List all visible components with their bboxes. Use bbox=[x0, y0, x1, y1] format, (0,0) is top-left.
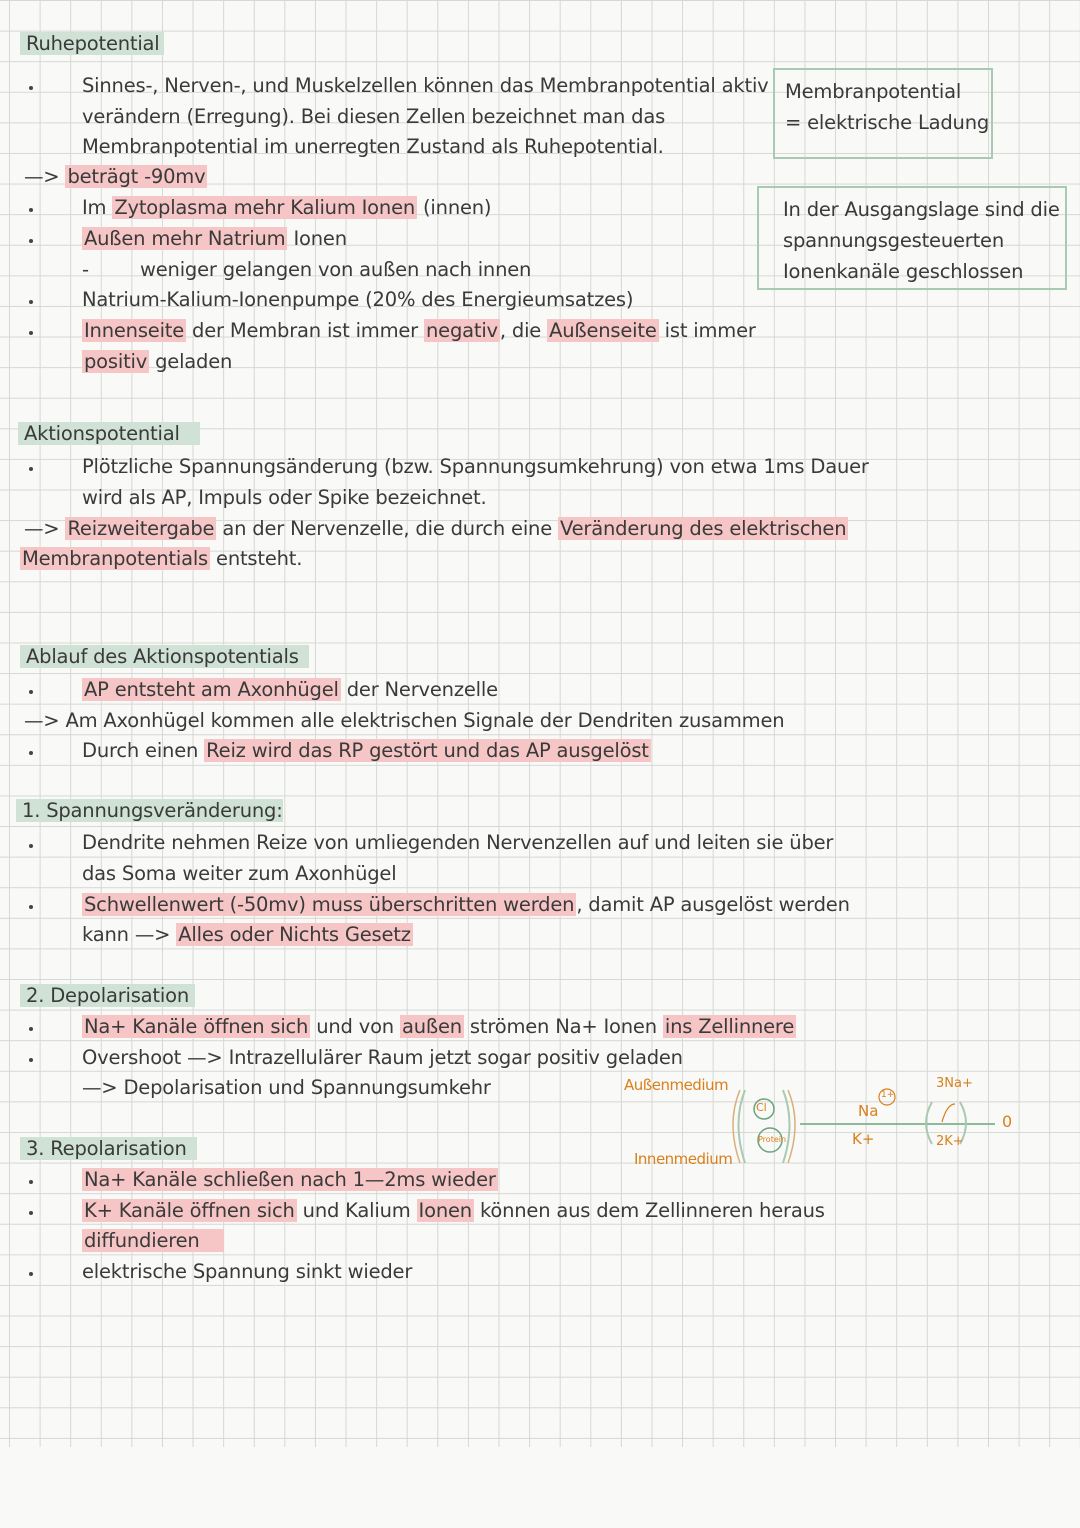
bullet bbox=[29, 905, 33, 909]
depol-bullet2: Overshoot —> Intrazellulärer Raum jetzt sogar positiv geladen bbox=[82, 1046, 683, 1069]
repol-bullet3: elektrische Spannung sinkt wieder bbox=[82, 1260, 413, 1283]
bullet bbox=[29, 1058, 33, 1062]
heading-depolarisation: 2. Depolarisation bbox=[20, 983, 195, 1009]
spannung-bullet1-line1: Dendrite nehmen Reize von umliegenden Nervenzellen auf und leiten sie über bbox=[82, 831, 834, 854]
label-charge: 1+ bbox=[881, 1090, 895, 1100]
heading-ruhepotential: Ruhepotential bbox=[20, 31, 164, 57]
depol-bullet1: Na+ Kanäle öffnen sich und von außen strömen Na+ Ionen ins Zellinnere bbox=[84, 1015, 795, 1038]
heading-spannungsveraenderung: 1. Spannungsveränderung: bbox=[16, 798, 283, 824]
ruhe-bullet5-line1: Innenseite der Membran ist immer negativ , die Außenseite ist immer bbox=[84, 319, 756, 342]
ablauf-bullet2: Durch einen Reiz wird das RP gestört und das AP ausgelöst bbox=[82, 739, 649, 762]
akt-arrow-line1: —> Reizweitergabe an der Nervenzelle, die durch eine Veränderung des elektrischen bbox=[24, 517, 847, 540]
repol-bullet2-line1: K+ Kanäle öffnen sich und Kalium Ionen können aus dem Zellinneren heraus bbox=[84, 1199, 825, 1222]
ruhe-bullet1-line3: Membranpotential im unerregten Zustand als Ruhepotential. bbox=[82, 135, 664, 158]
membrane-diagram bbox=[620, 1068, 1040, 1188]
arrow-symbol: —> bbox=[24, 165, 60, 188]
box2-line2: spannungsgesteuerten bbox=[783, 229, 1005, 252]
bullet bbox=[29, 86, 33, 90]
bullet bbox=[29, 1272, 33, 1276]
bullet bbox=[29, 690, 33, 694]
bullet bbox=[29, 844, 33, 848]
label-aussenmedium: Außenmedium bbox=[624, 1076, 729, 1094]
ruhe-arrow-text: beträgt -90mv bbox=[67, 165, 206, 188]
heading-aktionspotential: Aktionspotential bbox=[18, 421, 200, 447]
ruhe-bullet4: Natrium-Kalium-Ionenpumpe (20% des Energieumsatzes) bbox=[82, 288, 634, 311]
box-membranpotential bbox=[773, 68, 993, 159]
bullet bbox=[29, 208, 33, 212]
akt-bullet1-line2: wird als AP, Impuls oder Spike bezeichnet. bbox=[82, 486, 487, 509]
box2-line1: In der Ausgangslage sind die bbox=[783, 198, 1060, 221]
membrane-left-arc bbox=[739, 1090, 746, 1163]
repol-bullet2-line2: diffundieren bbox=[82, 1228, 224, 1254]
box-ausgangslage bbox=[757, 186, 1067, 290]
ablauf-arrow-line: —> Am Axonhügel kommen alle elektrischen Signale der Dendriten zusammen bbox=[24, 709, 785, 732]
ruhe-bullet5-line2: positiv geladen bbox=[84, 350, 233, 373]
ruhe-arrow-line bbox=[24, 164, 207, 190]
pump-left-arc bbox=[926, 1102, 932, 1144]
bullet bbox=[29, 1211, 33, 1215]
box2-line3: Ionenkanäle geschlossen bbox=[783, 260, 1024, 283]
heading-repolarisation: 3. Repolarisation bbox=[20, 1136, 197, 1162]
bullet bbox=[29, 331, 33, 335]
bullet bbox=[29, 1180, 33, 1184]
ruhe-dash-text: weniger gelangen von außen nach innen bbox=[140, 258, 532, 281]
bullet bbox=[29, 239, 33, 243]
label-zero: 0 bbox=[1002, 1112, 1013, 1131]
ruhe-bullet2: Im Zytoplasma mehr Kalium Ionen (innen) bbox=[82, 196, 492, 219]
bullet bbox=[29, 467, 33, 471]
ruhe-dash-item: - bbox=[82, 258, 89, 281]
spannung-bullet2-line1: Schwellenwert (-50mv) muss überschritten werden , damit AP ausgelöst werden bbox=[84, 893, 850, 916]
spannung-bullet2-line2: kann —> Alles oder Nichts Gesetz bbox=[82, 923, 411, 946]
ablauf-bullet1: AP entsteht am Axonhügel der Nervenzelle bbox=[84, 678, 498, 701]
ruhe-bullet3: Außen mehr Natrium Ionen bbox=[84, 227, 347, 250]
ruhe-bullet1-line2: verändern (Erregung). Bei diesen Zellen bezeichnet man das bbox=[82, 105, 666, 128]
blank-bottom-area bbox=[0, 1447, 1080, 1528]
akt-arrow-line2: Membranpotentials entsteht. bbox=[22, 547, 303, 570]
label-cl: Cl bbox=[756, 1101, 767, 1114]
ruhe-bullet1-line1: Sinnes-, Nerven-, und Muskelzellen können das Membranpotential aktiv bbox=[82, 74, 769, 97]
heading-ablauf: Ablauf des Aktionspotentials bbox=[20, 644, 309, 670]
label-k: K+ bbox=[852, 1130, 875, 1148]
pump-arrow-up bbox=[942, 1104, 955, 1122]
bullet bbox=[29, 751, 33, 755]
label-na: Na bbox=[858, 1102, 879, 1120]
bullet bbox=[29, 300, 33, 304]
label-3na: 3Na+ bbox=[936, 1076, 973, 1091]
label-2k: 2K+ bbox=[936, 1134, 964, 1149]
akt-bullet1-line1: Plötzliche Spannungsänderung (bzw. Spannungsumkehrung) von etwa 1ms Dauer bbox=[82, 455, 869, 478]
label-protein: Protein bbox=[758, 1135, 787, 1144]
label-innenmedium: Innenmedium bbox=[634, 1150, 733, 1168]
membrane-right-arc bbox=[783, 1090, 790, 1163]
repol-bullet1: Na+ Kanäle schließen nach 1—2ms wieder bbox=[84, 1168, 496, 1191]
bullet bbox=[29, 1027, 33, 1031]
box1-line1: Membranpotential bbox=[785, 80, 962, 103]
spannung-bullet1-line2: das Soma weiter zum Axonhügel bbox=[82, 862, 397, 885]
depol-arrow-line: —> Depolarisation und Spannungsumkehr bbox=[82, 1076, 491, 1099]
box1-line2: = elektrische Ladung bbox=[785, 111, 990, 134]
